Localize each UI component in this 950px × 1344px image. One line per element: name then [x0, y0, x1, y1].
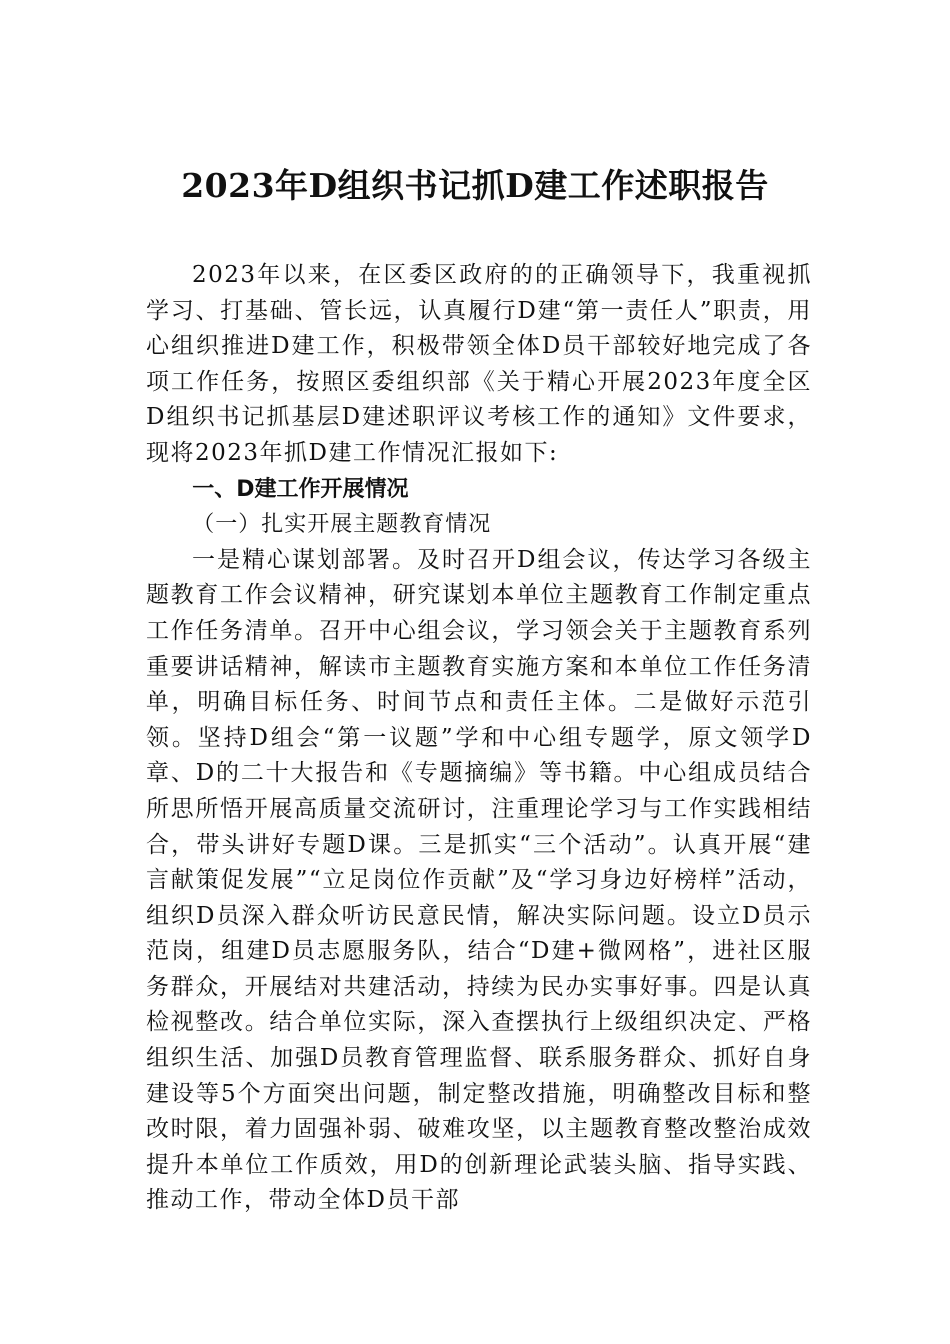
document-body [146, 258, 812, 1219]
intro-paragraph: 2023年以来，在区委区政府的的正确领导下，我重视抓学习、打基础、管长远，认真履行D建“第一责任人”职责，用心组织推进D建工作，积极带领全体D员干部较好地完成了各项工作任务，按照区委组织部《关于精心开展2023年度全区D组织书记抓基层D建述职评议考核工作的通知》文件要求，现将2023年抓D建工作情况汇报如下: [146, 262, 812, 466]
subsection-heading: （一）扎实开展主题教育情况 [192, 512, 492, 538]
document-title: 2023年D组织书记抓D建工作述职报告 [181, 166, 769, 205]
subsection-paragraph: 一是精心谋划部署。及时召开D组会议，传达学习各级主题教育工作会议精神，研究谋划本单位主题教育工作制定重点工作任务清单。召开中心组会议，学习领会关于主题教育系列重要讲话精神，解读市主题教育实施方案和本单位工作任务清单，明确目标任务、时间节点和责任主体。二是做好示范引领。坚持D组会“第一议题”学和中心组专题学，原文领学D章、D的二十大报告和《专题摘编》等书籍。中心组成员结合所思所悟开展高质量交流研讨，注重理论学习与工作实践相结合，带头讲好专题D课。三是抓实“三个活动”。认真开展“建言献策促发展”“立足岗位作贡献”及“学习身边好榜样”活动，组织D员深入群众听访民意民情，解决实际问题。设立D员示范岗，组建D员志愿服务队，结合“D建+微网格”，进社区服务群众，开展结对共建活动，持续为民办实事好事。四是认真检视整改。结合单位实际，深入查摆执行上级组织决定、严格组织生活、加强D员教育管理监督、联系服务群众、抓好自身建设等5个方面突出问题，制定整改措施，明确整改目标和整改时限，着力固强补弱、破难攻坚，以主题教育整改整治成效提升本单位工作质效，用D的创新理论武装头脑、指导实践、推动工作，带动全体D员干部 [146, 546, 812, 1214]
section-heading: 一、D建工作开展情况 [192, 476, 409, 502]
